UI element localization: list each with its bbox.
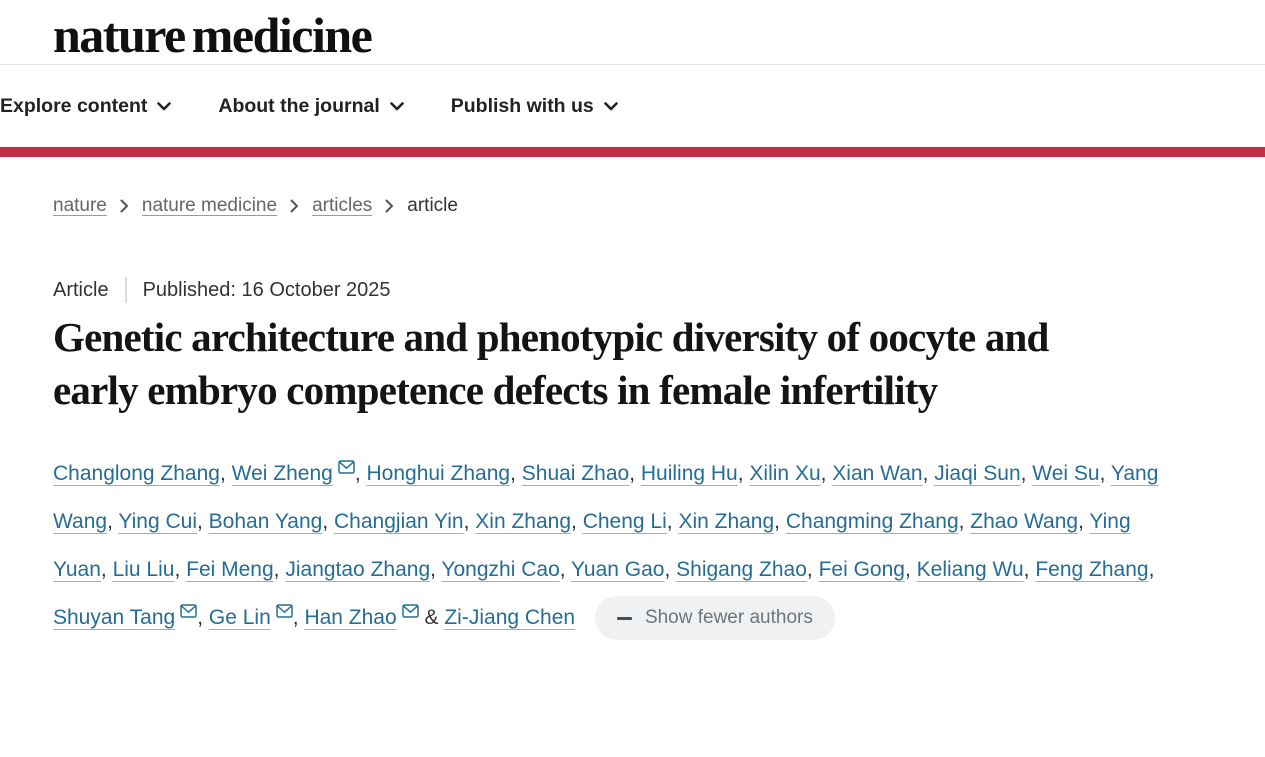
article-type-label: Article — [53, 278, 109, 301]
author-link[interactable]: Xian Wan — [832, 461, 923, 485]
author-link[interactable]: Changming Zhang — [785, 509, 959, 533]
show-fewer-authors-button[interactable] — [595, 596, 835, 641]
breadcrumb — [53, 195, 1212, 217]
nav-item-label: Explore content — [0, 95, 148, 117]
envelope-icon[interactable] — [402, 604, 419, 618]
author-link[interactable]: Yang Wang — [53, 461, 1159, 533]
author-link[interactable]: Shuyan Tang — [53, 605, 176, 629]
meta-divider — [125, 277, 127, 303]
brand-accent-bar — [0, 147, 1265, 157]
show-fewer-label: Show fewer authors — [644, 606, 813, 628]
author-link[interactable]: Wei Zheng — [231, 461, 333, 485]
author-link[interactable]: Changjian Yin — [334, 509, 464, 533]
author-link[interactable]: Zhao Wang — [970, 509, 1079, 533]
author-link[interactable]: Jiaqi Sun — [934, 461, 1021, 485]
author-link[interactable]: Zi-Jiang Chen — [444, 605, 576, 629]
author-link[interactable]: Xilin Xu — [749, 461, 821, 485]
published-prefix: Published: — [142, 278, 236, 301]
author-link[interactable]: Xin Zhang — [475, 509, 572, 533]
article-title: Genetic architecture and phenotypic diversity of oocyte and early embryo competence defects in female infertility — [53, 314, 1049, 414]
author-link[interactable]: Jiangtao Zhang — [285, 557, 431, 581]
envelope-icon[interactable] — [338, 460, 355, 474]
published-info — [143, 279, 391, 302]
author-link[interactable]: Honghui Zhang — [366, 461, 511, 485]
breadcrumb-link-articles[interactable]: articles — [312, 195, 373, 216]
author-link[interactable]: Ge Lin — [208, 605, 271, 629]
author-link[interactable]: Changlong Zhang — [53, 461, 220, 485]
author-link[interactable]: Han Zhao — [304, 605, 397, 629]
author-link[interactable]: Xin Zhang — [678, 509, 775, 533]
breadcrumb-link-nature[interactable]: nature — [53, 195, 107, 216]
chevron-down-icon — [390, 102, 404, 111]
author-list: Changlong Zhang, Wei Zheng , Honghui Zhang, Shuai Zhao, Huiling Hu, Xilin Xu, Xian Wan, Jiaqi Sun, Wei Su, Yang Wang, Ying Cui, Bohan Yang, Changjian Yin, Xin Zhang, Cheng Li, Xin Zhang, Changming Zhang, Zhao Wang, Ying Yuan, Liu Liu, Fei Meng, Jiangtao Zhang, Yongzhi Cao, Yuan Gao, Shigang Zhao, Fei Gong, Keliang Wu, Feng Zhang, Shuyan Tang , Ge Lin , Han Zhao & Zi-Jiang Chen Show fewer authors — [53, 450, 1171, 642]
nav-item-publish-with-us[interactable] — [451, 95, 618, 118]
author-link[interactable]: Fei Gong — [818, 557, 905, 581]
author-link[interactable]: Cheng Li — [582, 509, 667, 533]
chevron-right-icon — [120, 199, 129, 213]
site-header — [0, 0, 1265, 157]
chevron-right-icon — [385, 199, 394, 213]
author-link[interactable]: Keliang Wu — [916, 557, 1024, 581]
author-link[interactable]: Huiling Hu — [640, 461, 738, 485]
author-link[interactable]: Wei Su — [1032, 461, 1100, 485]
nav-item-about-the-journal[interactable] — [218, 95, 403, 118]
nav-item-label: About the journal — [218, 95, 380, 117]
author-link[interactable]: Bohan Yang — [208, 509, 323, 533]
article-meta — [53, 277, 1212, 303]
breadcrumb-link-nature-medicine[interactable]: nature medicine — [141, 195, 278, 216]
breadcrumb-current-article: article — [407, 195, 458, 216]
author-link[interactable]: Feng Zhang — [1035, 557, 1149, 581]
minus-icon — [617, 617, 632, 620]
author-link[interactable]: Shigang Zhao — [676, 557, 807, 581]
article-page — [0, 195, 1265, 642]
author-link[interactable]: Ying Cui — [118, 509, 197, 533]
envelope-icon[interactable] — [180, 604, 197, 618]
author-link[interactable]: Liu Liu — [112, 557, 175, 581]
author-link[interactable]: Shuai Zhao — [521, 461, 630, 485]
author-link[interactable]: Fei Meng — [186, 557, 274, 581]
chevron-down-icon — [604, 102, 618, 111]
nav-item-label: Publish with us — [450, 95, 594, 117]
main-nav — [0, 65, 1265, 147]
nav-item-explore-content[interactable] — [0, 95, 171, 118]
author-link[interactable]: Ying Yuan — [53, 509, 1131, 581]
published-date: 16 October 2025 — [241, 278, 391, 301]
chevron-down-icon — [157, 102, 171, 111]
envelope-icon[interactable] — [276, 604, 293, 618]
author-link[interactable]: Yuan Gao — [571, 557, 665, 581]
journal-logo[interactable]: nature medicine — [53, 7, 372, 63]
author-link[interactable]: Yongzhi Cao — [441, 557, 560, 581]
chevron-right-icon — [290, 199, 299, 213]
